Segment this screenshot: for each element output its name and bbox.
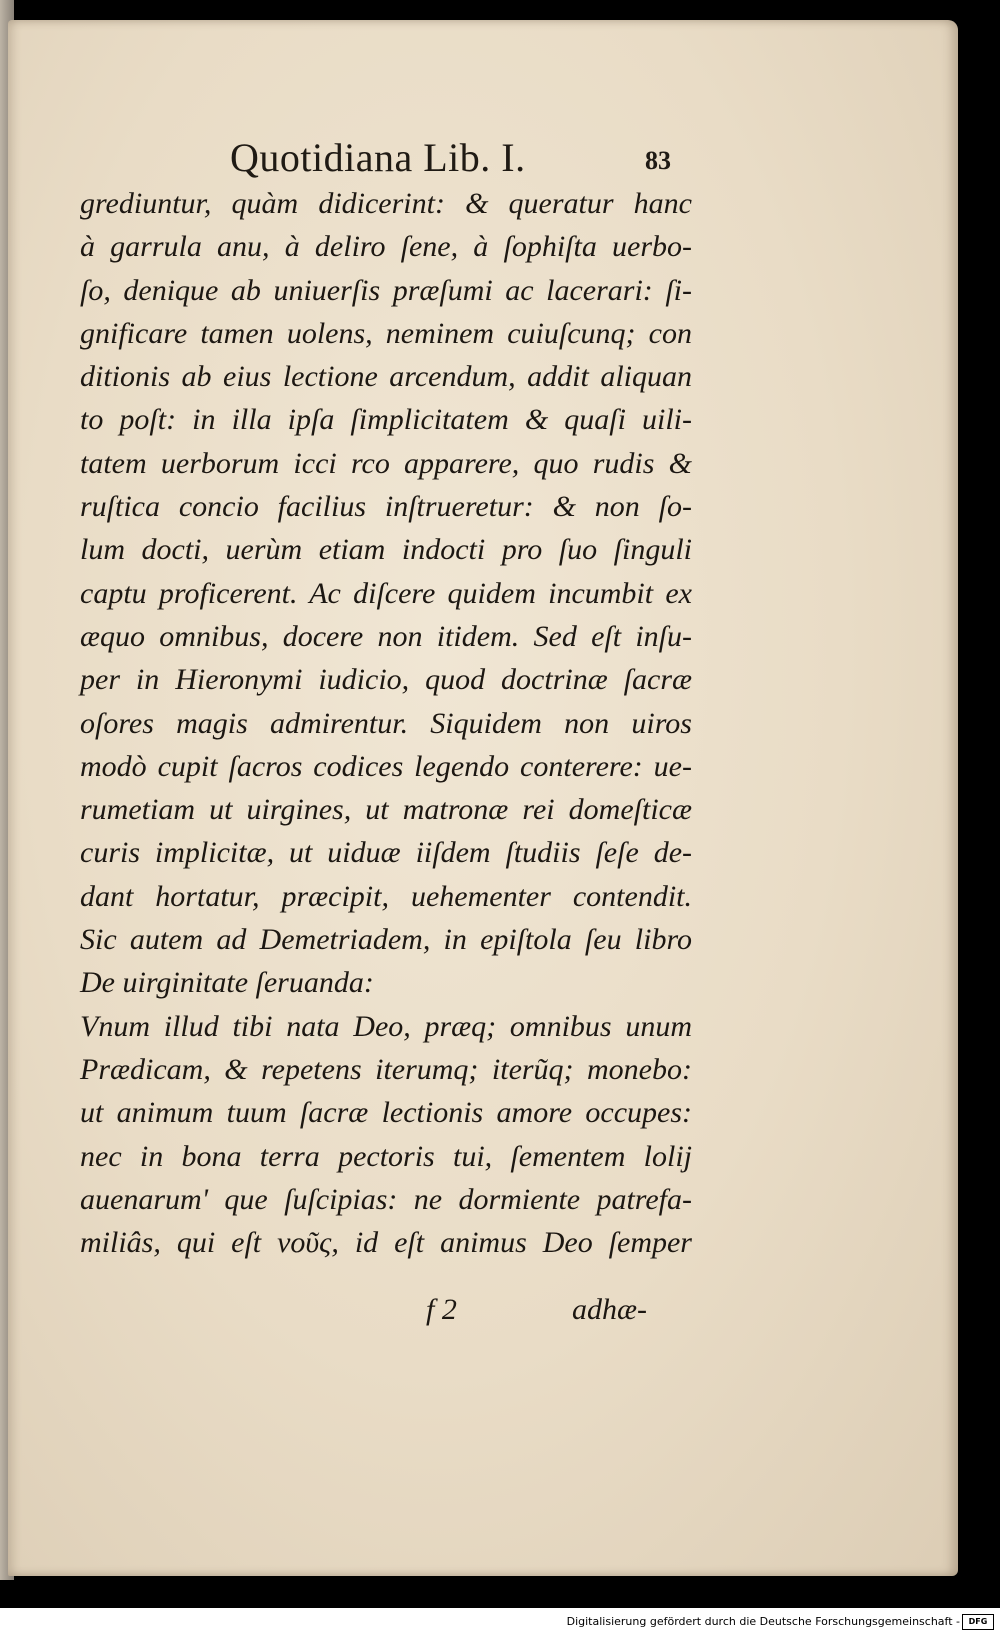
credit-text: Digitalisierung gefördert durch die Deutsche Forschungsgemeinschaft -	[566, 1615, 960, 1628]
text-line: per in Hieronymi iudicio, quod doctrinæ ſacræ	[80, 663, 692, 697]
text-line: to poſt: in illa ipſa ſimplicitatem & quaſi uili-	[80, 403, 692, 437]
text-line: nec in bona terra pectoris tui, ſementem lolij	[80, 1139, 692, 1173]
text-line: De uirginitate ſeruanda:	[80, 966, 374, 1000]
running-head	[8, 120, 958, 180]
text-line: ditionis ab eius lectione arcendum, addit aliquan	[80, 360, 692, 394]
text-line: rumetiam ut uirgines, ut matronæ rei domeſticæ	[80, 793, 692, 827]
text-line: modò cupit ſacros codices legendo conterere: ue-	[80, 749, 692, 783]
text-line: à garrula anu, à deliro ſene, à ſophiſta uerbo-	[80, 230, 692, 264]
text-line: ſo, denique ab uniuerſis præſumi ac lacerari: ſi-	[80, 273, 692, 307]
text-line: Vnum illud tibi nata Deo, præq; omnibus unum	[80, 1009, 692, 1043]
book-page	[8, 20, 958, 1576]
folio-number: 83	[645, 146, 671, 175]
text-line: miliâs, qui eſt νοῦς, id eſt animus Deo ſemper	[80, 1226, 692, 1260]
text-line: gnificare tamen uolens, neminem cuiuſcunq; con	[80, 316, 692, 350]
signature-line	[8, 1293, 958, 1337]
digitization-credit-bar	[0, 1608, 1000, 1636]
dfg-logo: DFG	[962, 1614, 994, 1630]
text-line: Sic autem ad Demetriadem, in epiſtola ſeu libro	[80, 923, 692, 957]
running-title: Quotidiana Lib. I.	[230, 135, 526, 180]
text-line: captu proficerent. Ac diſcere quidem incumbit ex	[80, 576, 692, 610]
text-line: ruſtica concio facilius inſtrueretur: & non ſo-	[80, 490, 692, 524]
text-line: Prædicam, & repetens iterumq; iterũq; monebo:	[80, 1052, 692, 1086]
text-line: lum docti, uerùm etiam indocti pro ſuo ſinguli	[80, 533, 692, 567]
text-line: ut animum tuum ſacræ lectionis amore occupes:	[80, 1096, 692, 1130]
text-line: auenarum' que ſuſcipias: ne dormiente patrefa-	[80, 1182, 692, 1216]
text-line: dant hortatur, præcipit, uehementer contendit.	[80, 879, 692, 913]
text-line: oſores magis admirentur. Siquidem non uiros	[80, 706, 692, 740]
text-line: tatem uerborum icci rco apparere, quo rudis &	[80, 446, 692, 480]
body-text	[80, 182, 692, 1264]
signature-mark: f 2	[426, 1293, 457, 1326]
text-line: curis implicitæ, ut uiduæ iiſdem ſtudiis ſeſe de-	[80, 836, 692, 870]
text-line: æquo omnibus, docere non itidem. Sed eſt inſu-	[80, 619, 692, 653]
catchword: adhæ-	[572, 1293, 647, 1326]
text-line: grediuntur, quàm didicerint: & queratur hanc	[80, 187, 692, 220]
